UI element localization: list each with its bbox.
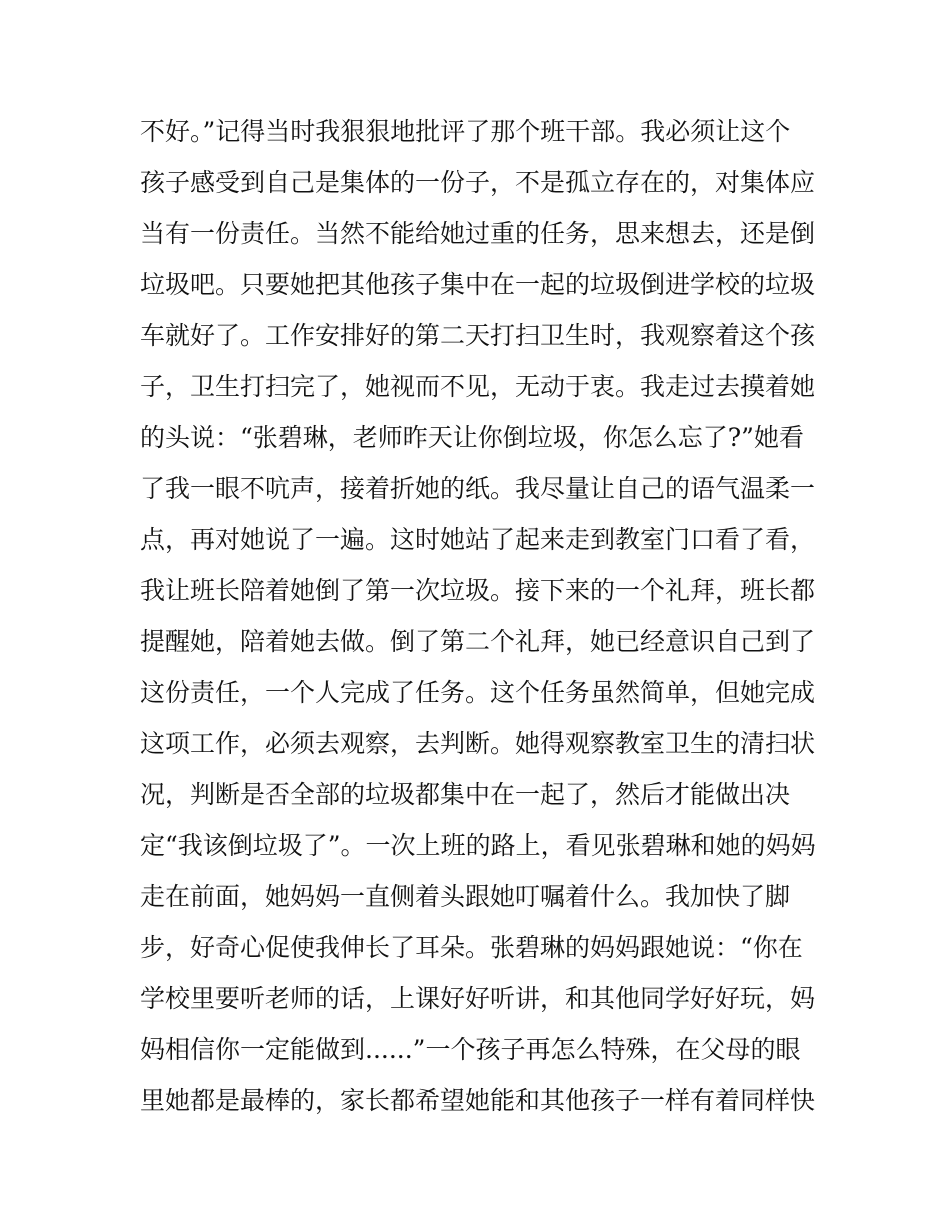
text-line: 这份责任，一个人完成了任务。这个任务虽然简单，但她完成 bbox=[140, 678, 816, 707]
text-line: 了我一眼不吭声，接着折她的纸。我尽量让自己的语气温柔一 bbox=[140, 474, 816, 503]
text-line: 点，再对她说了一遍。这时她站了起来走到教室门口看了看， bbox=[140, 525, 816, 554]
text-line: 走在前面，她妈妈一直侧着头跟她叮嘱着什么。我加快了脚 bbox=[140, 882, 791, 911]
text-line: 妈相信你一定能做到......”一个孩子再怎么特殊，在父母的眼 bbox=[140, 1035, 801, 1064]
text-line: 里她都是最棒的，家长都希望她能和其他孩子一样有着同样快 bbox=[140, 1086, 816, 1115]
text-line: 的头说：“张碧琳，老师昨天让你倒垃圾，你怎么忘了?”她看 bbox=[140, 423, 804, 452]
text-line: 我让班长陪着她倒了第一次垃圾。接下来的一个礼拜，班长都 bbox=[140, 576, 816, 605]
text-line: 步，好奇心促使我伸长了耳朵。张碧琳的妈妈跟她说：“你在 bbox=[140, 933, 803, 962]
text-line: 子，卫生打扫完了，她视而不见，无动于衷。我走过去摸着她 bbox=[140, 372, 816, 401]
text-line: 不好。”记得当时我狠狠地批评了那个班干部。我必须让这个 bbox=[140, 117, 791, 146]
text-line: 这项工作，必须去观察，去判断。她得观察教室卫生的清扫状 bbox=[140, 729, 816, 758]
paragraph-text bbox=[140, 106, 820, 1126]
text-line: 定“我该倒垃圾了”。一次上班的路上，看见张碧琳和她的妈妈 bbox=[140, 831, 816, 860]
text-line: 垃圾吧。只要她把其他孩子集中在一起的垃圾倒进学校的垃圾 bbox=[140, 270, 816, 299]
text-line: 提醒她，陪着她去做。倒了第二个礼拜，她已经意识自己到了 bbox=[140, 627, 816, 656]
text-line: 当有一份责任。当然不能给她过重的任务，思来想去，还是倒 bbox=[140, 219, 816, 248]
text-line: 学校里要听老师的话，上课好好听讲，和其他同学好好玩，妈 bbox=[140, 984, 816, 1013]
text-line: 车就好了。工作安排好的第二天打扫卫生时，我观察着这个孩 bbox=[140, 321, 816, 350]
text-line: 况，判断是否全部的垃圾都集中在一起了，然后才能做出决 bbox=[140, 780, 791, 809]
text-line: 孩子感受到自己是集体的一份子，不是孤立存在的，对集体应 bbox=[140, 168, 816, 197]
